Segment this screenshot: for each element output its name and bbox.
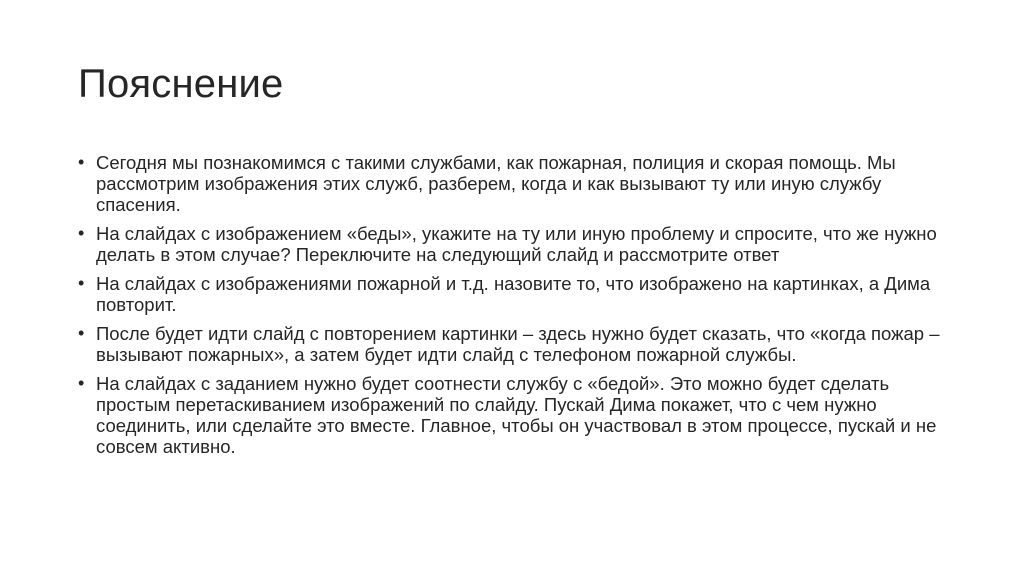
bullet-item: [78, 152, 958, 215]
bullet-item: [78, 323, 958, 365]
bullet-text: На слайдах с изображением «беды», укажите на ту или иную проблему и спросите, что же нужно делать в этом случае? Переключите на следующий слайд и рассмотрите ответ: [96, 223, 937, 265]
bullet-dot-icon: •: [78, 323, 85, 343]
bullet-text: На слайдах с изображениями пожарной и т.д. назовите то, что изображено на картинках, а Дима повторит.: [96, 273, 931, 315]
bullet-text: На слайдах с заданием нужно будет соотнести службу с «бедой». Это можно будет сделать простым перетаскиванием изображений по слайду. Пускай Дима покажет, что с чем нужно соединить, или сделайте это вместе. Главное, чтобы он участвовал в этом процессе, пускай и не совсем активно.: [96, 373, 937, 457]
bullet-item: [78, 373, 958, 457]
bullet-dot-icon: •: [78, 373, 85, 393]
bullet-dot-icon: •: [78, 223, 85, 243]
bullet-dot-icon: •: [78, 273, 85, 293]
bullet-text: После будет идти слайд с повторением картинки – здесь нужно будет сказать, что «когда пожар – вызывают пожарных», а затем будет идти слайд с телефоном пожарной службы.: [96, 323, 940, 365]
bullet-item: [78, 223, 958, 265]
slide-title: Пояснение: [78, 62, 284, 106]
bullet-list: [78, 152, 958, 465]
bullet-item: [78, 273, 958, 315]
bullet-text: Сегодня мы познакомимся с такими службами, как пожарная, полиция и скорая помощь. Мы рассмотрим изображения этих служб, разберем, когда и как вызывают ту или иную службу спасения.: [96, 152, 896, 215]
bullet-dot-icon: •: [78, 152, 85, 172]
